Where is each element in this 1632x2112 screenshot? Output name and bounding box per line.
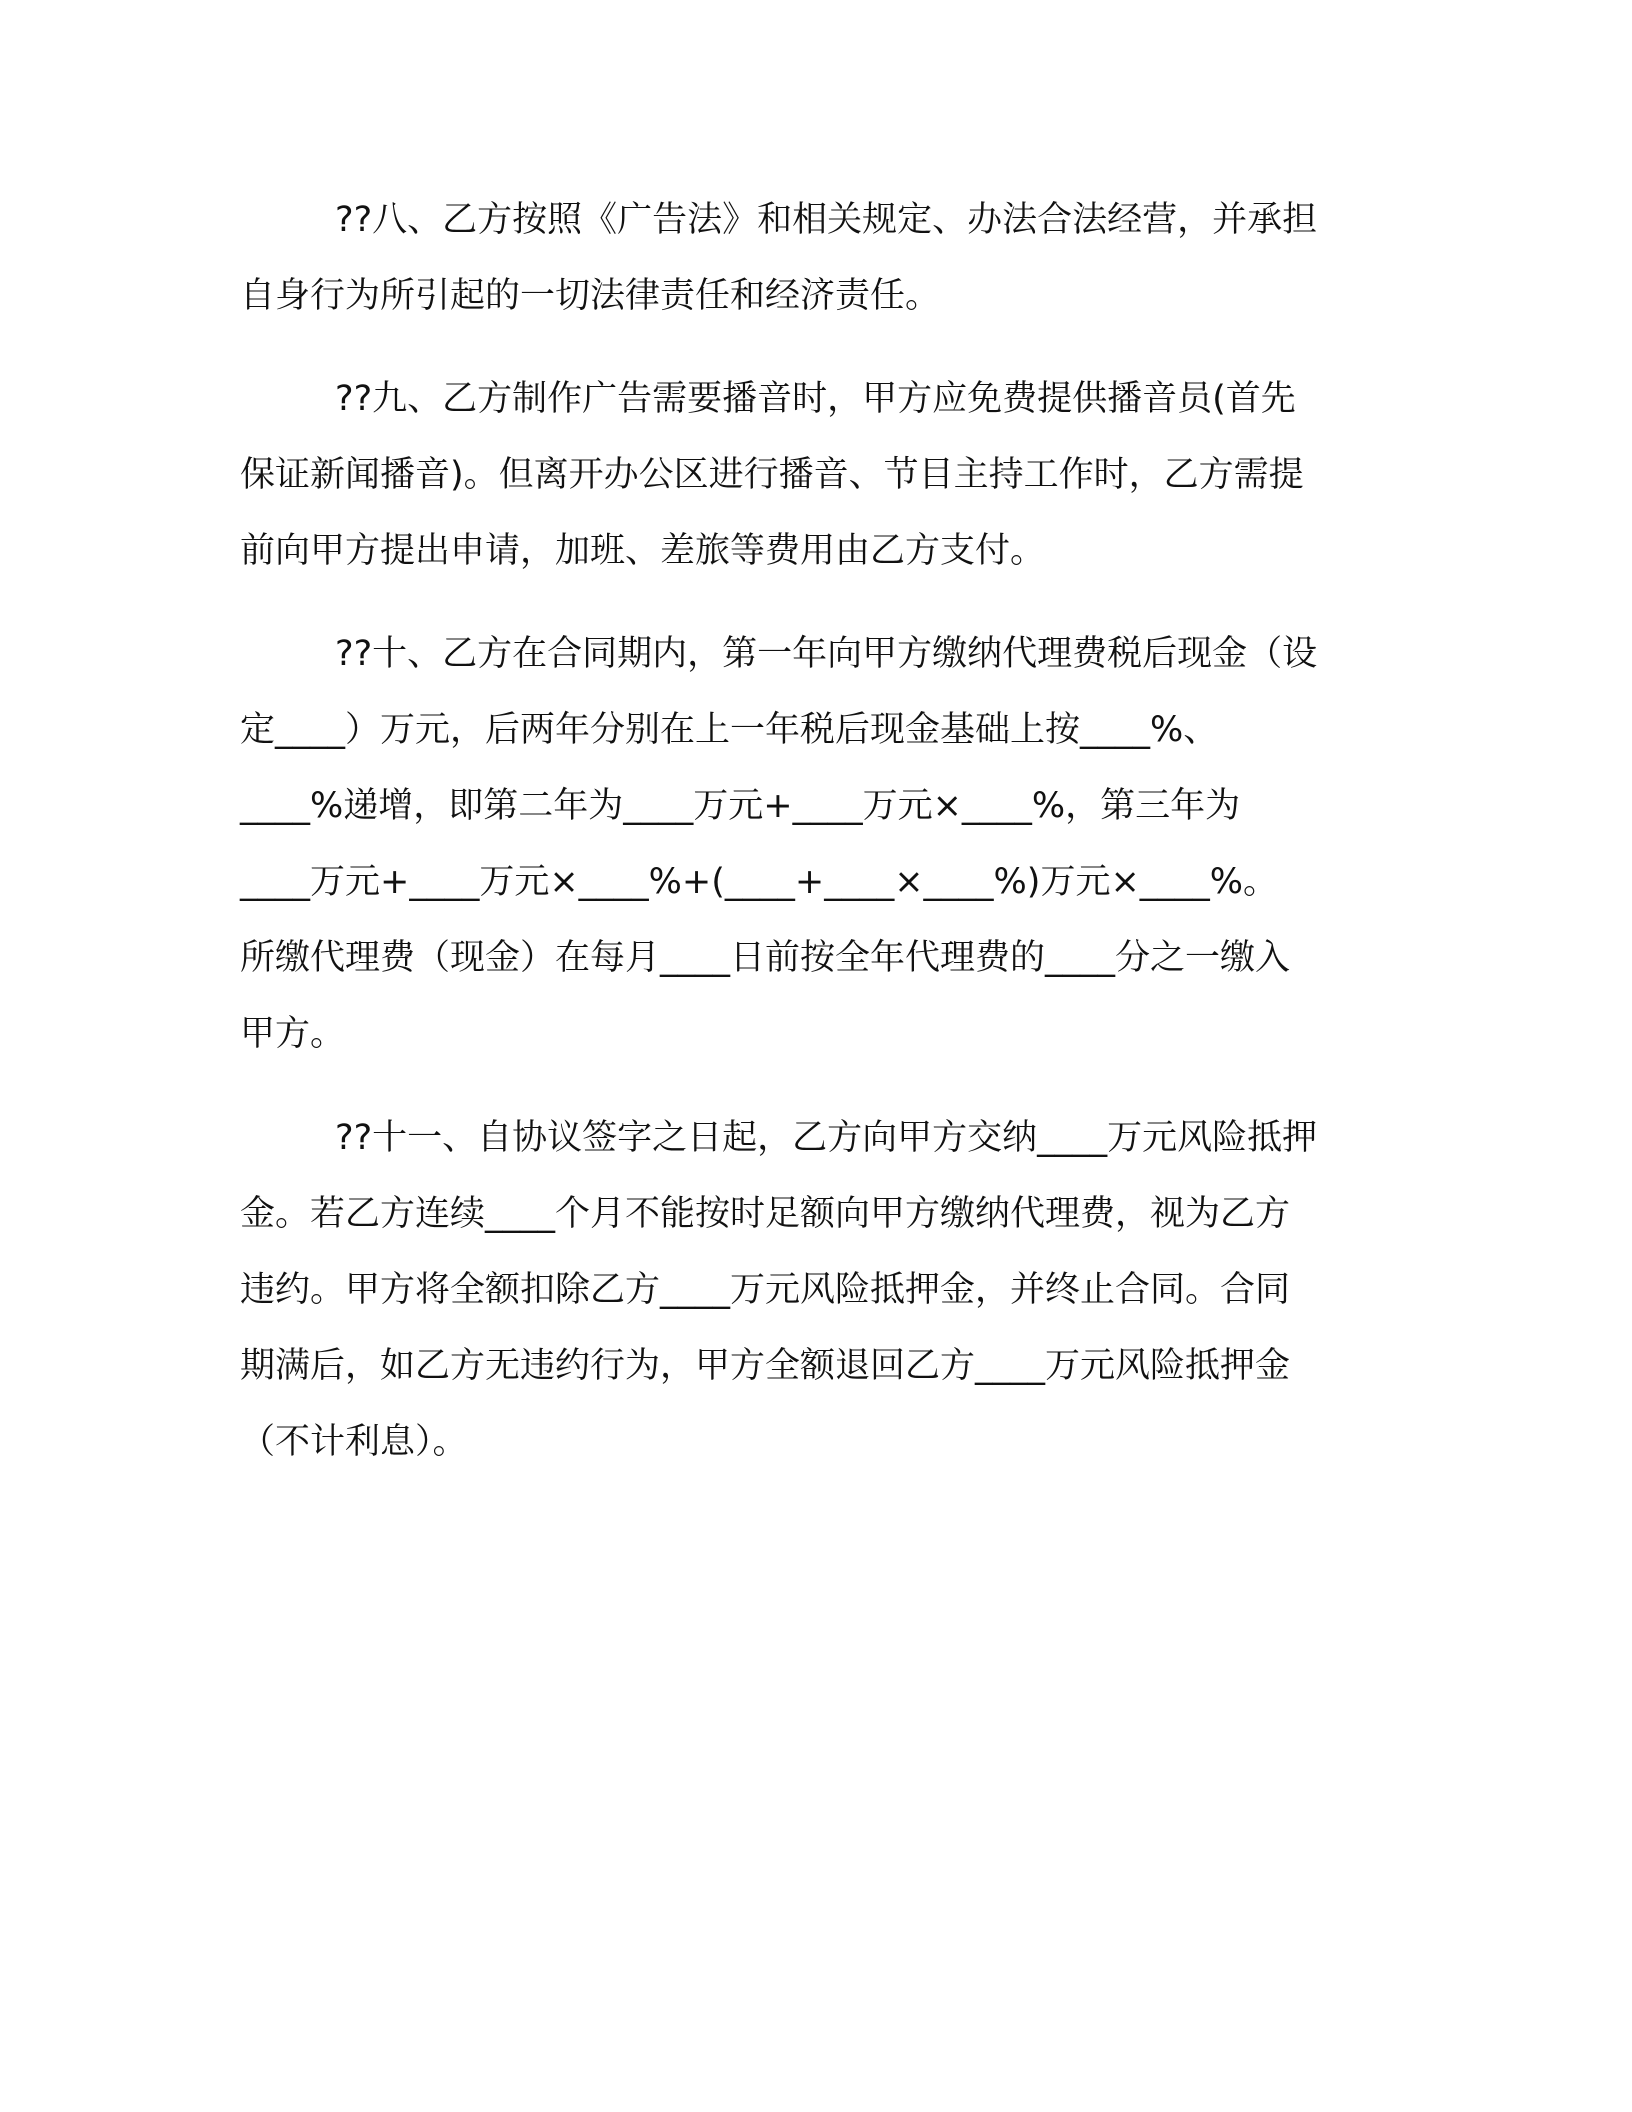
paragraph-line: 金。若乙方连续____个月不能按时足额向甲方缴纳代理费，视为乙方 xyxy=(240,1194,1291,1234)
paragraph-line: ??八、乙方按照《广告法》和相关规定、办法合法经营，并承担 xyxy=(335,200,1318,240)
paragraph-line: ____%递增，即第二年为____万元+____万元×____%，第三年为 xyxy=(240,786,1241,826)
paragraph-line: 违约。甲方将全额扣除乙方____万元风险抵押金，并终止合同。合同 xyxy=(240,1270,1291,1310)
paragraph-line: ??十一、自协议签字之日起，乙方向甲方交纳____万元风险抵押 xyxy=(335,1118,1318,1158)
paragraph-line: 所缴代理费（现金）在每月____日前按全年代理费的____分之一缴入 xyxy=(240,938,1291,978)
paragraph-line: 甲方。 xyxy=(240,1014,346,1054)
paragraph-line: 期满后，如乙方无违约行为，甲方全额退回乙方____万元风险抵押金 xyxy=(240,1346,1291,1386)
paragraph-line: （不计利息）。 xyxy=(240,1422,468,1462)
paragraph-line: 自身行为所引起的一切法律责任和经济责任。 xyxy=(240,276,941,316)
paragraph-line: ____万元+____万元×____%+(____+____×____%)万元×____%。 xyxy=(240,862,1279,902)
paragraph-line: 定____）万元，后两年分别在上一年税后现金基础上按____%、 xyxy=(240,710,1219,750)
paragraph-line: ??十、乙方在合同期内，第一年向甲方缴纳代理费税后现金（设 xyxy=(335,634,1318,674)
paragraph-line: 保证新闻播音)。但离开办公区进行播音、节目主持工作时，乙方需提 xyxy=(240,455,1304,495)
paragraph-line: ??九、乙方制作广告需要播音时，甲方应免费提供播音员(首先 xyxy=(335,379,1296,419)
paragraph-line: 前向甲方提出申请，加班、差旅等费用由乙方支付。 xyxy=(240,531,1046,571)
